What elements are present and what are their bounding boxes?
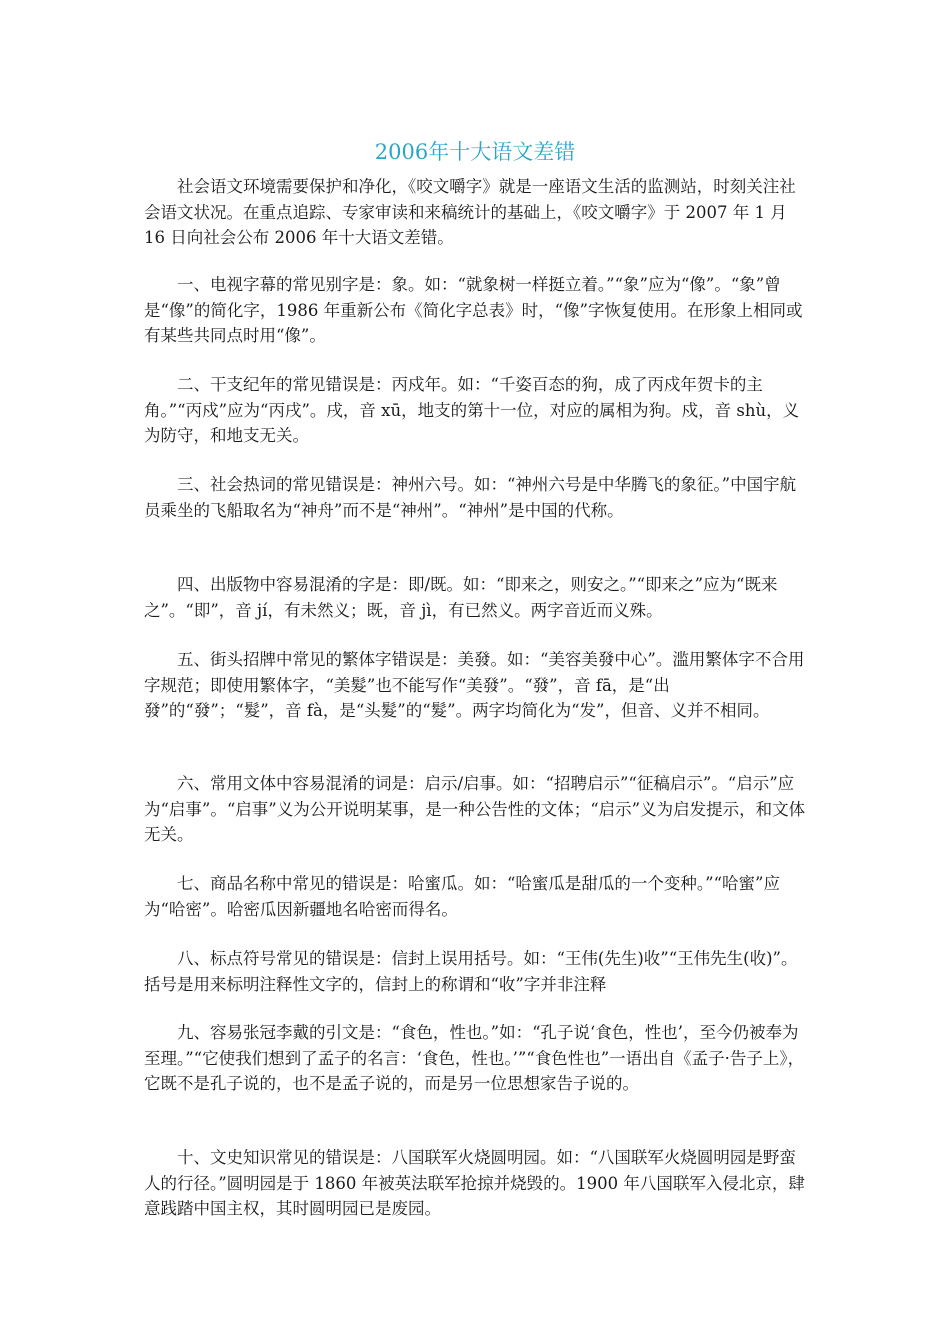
error-item-9: 九、容易张冠李戴的引文是：“食色，性也。”如：“孔子说‘食色，性也’，至今仍被奉为至理。”“它使我们想到了孟子的名言：‘食色，性也。’”“食色性也”一语出自《孟子·告子上》，它既不是孔子说的，也不是孟子说的，而是另一位思想家告子说的。 bbox=[144, 1023, 805, 1093]
error-item-7: 七、商品名称中常见的错误是：哈蜜瓜。如：“哈蜜瓜是甜瓜的一个变种。”“哈蜜”应为“哈密”。哈密瓜因新疆地名哈密而得名。 bbox=[144, 874, 780, 919]
document-title: 2006年十大语文差错 bbox=[374, 140, 576, 165]
error-item-8: 八、标点符号常见的错误是：信封上误用括号。如：“王伟(先生)收”“王伟先生(收)”。括号是用来标明注释性文字的，信封上的称谓和“收”字并非注释 bbox=[144, 949, 798, 994]
error-item-4: 四、出版物中容易混淆的字是：即/既。如：“即来之，则安之。”“即来之”应为“既来之”。“即”，音 jí，有未然义；既，音 jì，有已然义。两字音近而义殊。 bbox=[144, 575, 778, 620]
error-item-1: 一、电视字幕的常见别字是：象。如：“就象树一样挺立着。”“象”应为“像”。“象”曾是“像”的简化字，1986 年重新公布《简化字总表》时，“像”字恢复使用。在形象上相同或有某些共同点时用“像”。 bbox=[144, 275, 803, 345]
error-item-6: 六、常用文体中容易混淆的词是：启示/启事。如：“招聘启示”“征稿启示”。“启示”应为“启事”。“启事”义为公开说明某事，是一种公告性的文体；“启示”义为启发提示，和文体无关。 bbox=[144, 774, 806, 844]
intro-paragraph: 社会语文环境需要保护和净化，《咬文嚼字》就是一座语文生活的监测站，时刻关注社会语文状况。在重点追踪、专家审读和来稿统计的基础上，《咬文嚼字》于 2007 年 1 月 16 日向社会公布 2006 年十大语文差错。 bbox=[144, 177, 796, 247]
error-item-5: 五、街头招牌中常见的繁体字错误是：美發。如：“美容美發中心”。滥用繁体字不合用字规范；即使用繁体字，“美髮”也不能写作“美發”。“發”，音 fā，是“出發”的“發”；“髮”，音 fà，是“头髮”的“髮”。两字均简化为“发”，但音、义并不相同。 bbox=[144, 650, 805, 720]
error-item-10: 十、文史知识常见的错误是：八国联军火烧圆明园。如：“八国联军火烧圆明园是野蛮人的行径。”圆明园是于 1860 年被英法联军抢掠并烧毁的。1900 年八国联军入侵北京，肆意践踏中国主权，其时圆明园已是废园。 bbox=[144, 1148, 805, 1218]
error-item-2: 二、干支纪年的常见错误是：丙戍年。如：“千姿百态的狗，成了丙戍年贺卡的主角。”“丙戍”应为“丙戌”。戌，音 xū，地支的第十一位，对应的属相为狗。戍，音 shù，义为防守，和地支无关。 bbox=[144, 375, 800, 445]
error-item-3: 三、社会热词的常见错误是：神州六号。如：“神州六号是中华腾飞的象征。”中国宇航员乘坐的飞船取名为“神舟”而不是“神州”。“神州”是中国的代称。 bbox=[144, 475, 797, 520]
